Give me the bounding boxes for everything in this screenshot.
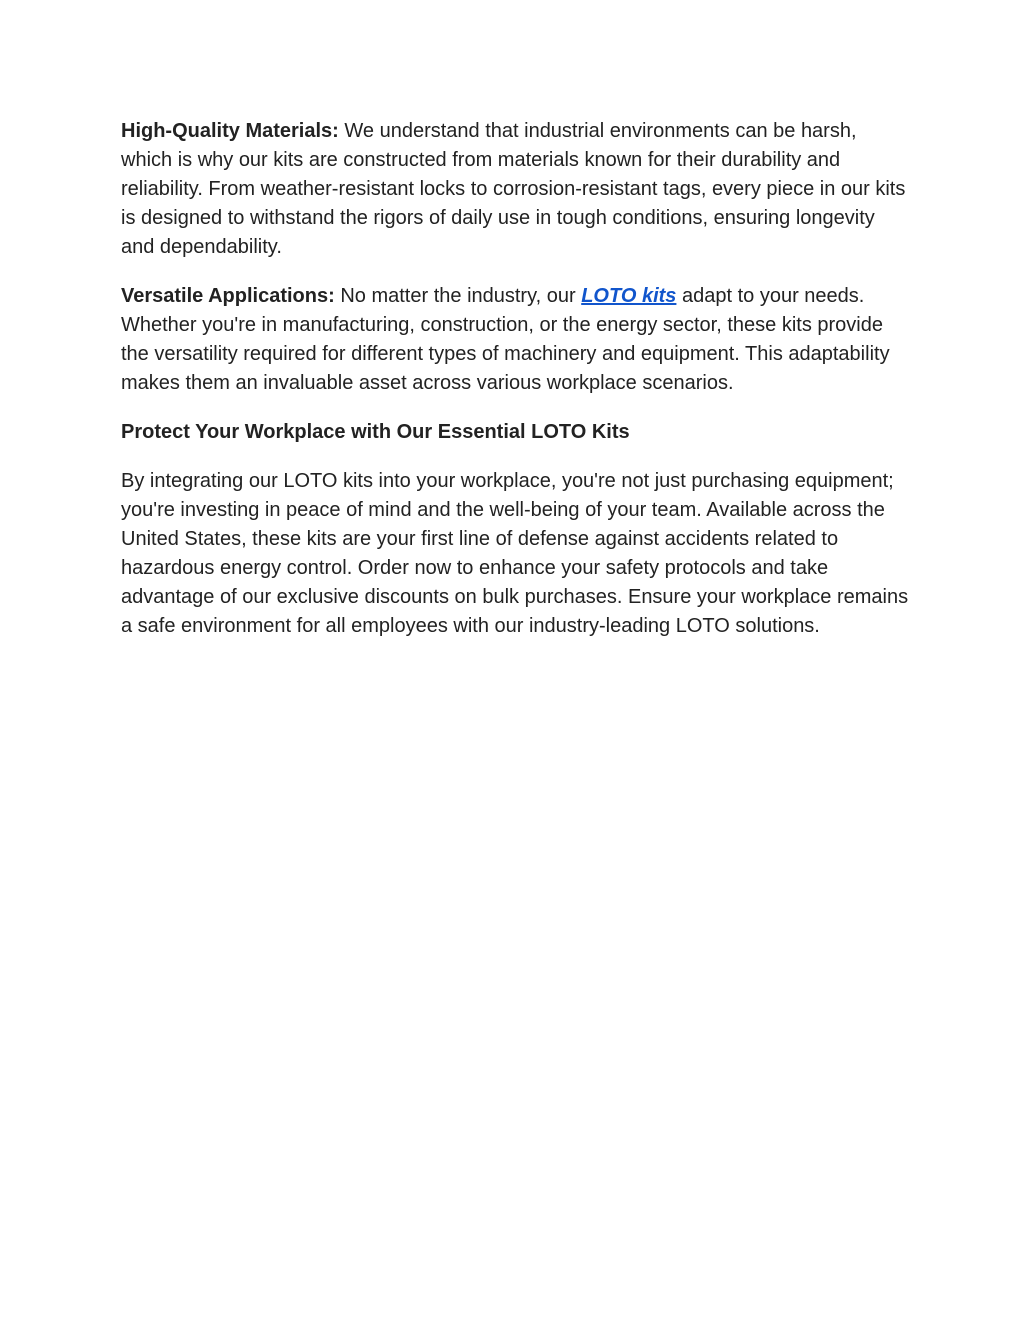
applications-text-after-link: adapt to your needs. Whether you're in manufacturing, construction, or the energy sector, these kits provide the versatility required for different types of machinery and equipment. This adaptability makes them an invaluable asset across various workplace scenarios. (121, 285, 890, 394)
document-body (121, 117, 911, 661)
applications-text-before-link: No matter the industry, our (340, 285, 576, 307)
materials-paragraph (121, 117, 911, 262)
loto-kits-link[interactable]: LOTO kits (581, 285, 677, 307)
protect-paragraph: By integrating our LOTO kits into your workplace, you're not just purchasing equipment; you're investing in peace of mind and the well-being of your team. Available across the United States, these kits are your first line of defense against accidents related to hazardous energy control. Order now to enhance your safety protocols and take advantage of our exclusive discounts on bulk purchases. Ensure your workplace remains a safe environment for all employees with our industry-leading LOTO solutions. (121, 470, 909, 637)
protect-heading: Protect Your Workplace with Our Essential LOTO Kits (121, 421, 630, 443)
materials-text: We understand that industrial environments can be harsh, which is why our kits are constructed from materials known for their durability and reliability. From weather-resistant locks to corrosion-resistant tags, every piece in our kits is designed to withstand the rigors of daily use in tough conditions, ensuring longevity and dependability. (121, 120, 906, 258)
applications-paragraph (121, 282, 911, 398)
materials-label: High-Quality Materials: (121, 120, 339, 142)
applications-label: Versatile Applications: (121, 285, 335, 307)
